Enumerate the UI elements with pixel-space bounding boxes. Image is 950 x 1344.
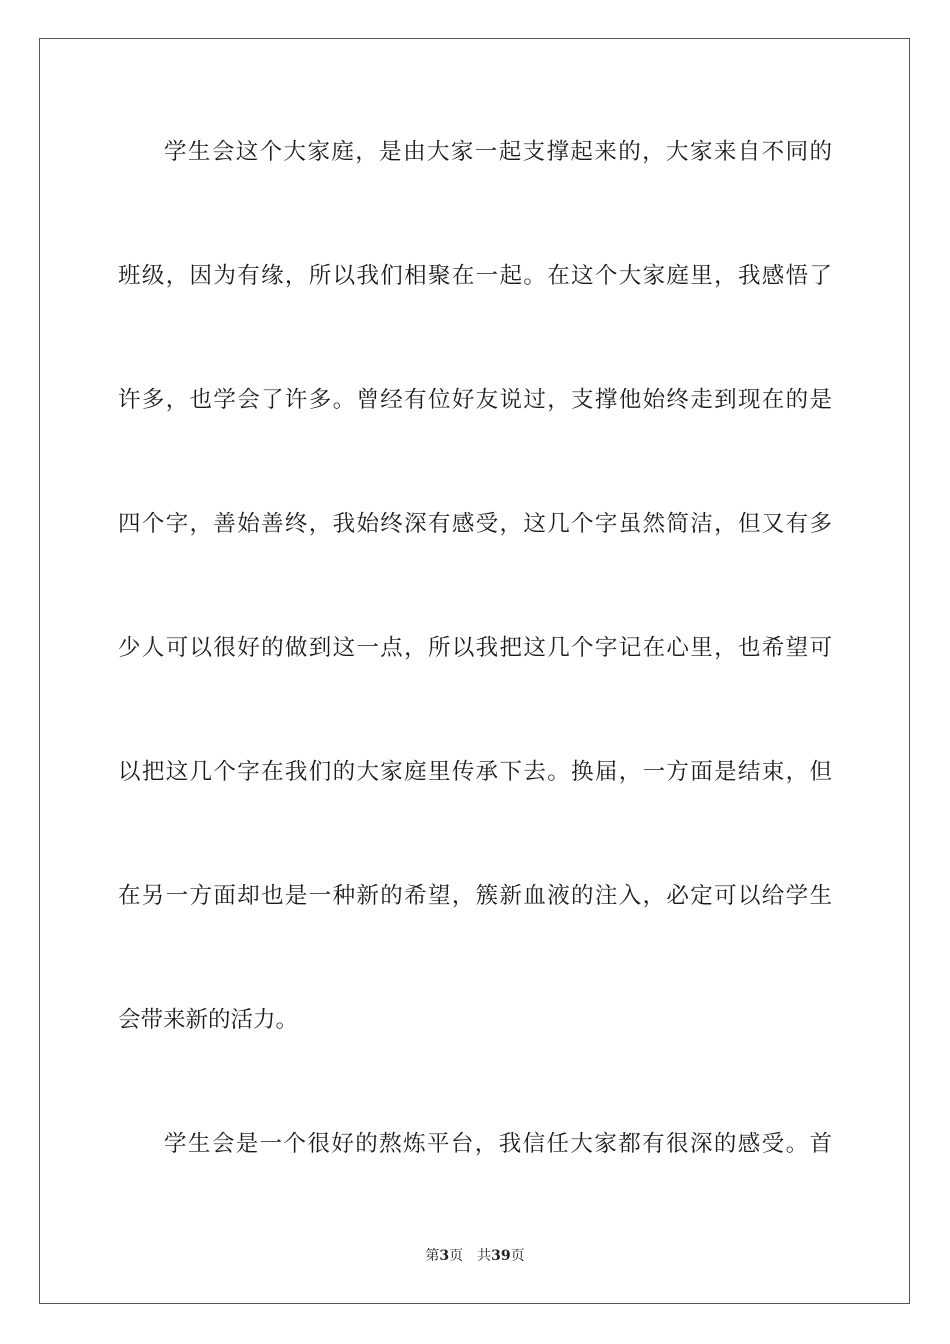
paragraph-1-line-3: 许多，也学会了许多。曾经有位好友说过，支撑他始终走到现在的是 [118,387,832,413]
page-suffix: 页 [449,1248,464,1264]
page-number: 3 [439,1248,450,1264]
paragraph-1-line-7: 在另一方面却也是一种新的希望，簇新血液的注入，必定可以给学生 [118,883,832,909]
paragraph-1-line-8: 会带来新的活力。 [118,1007,299,1033]
paragraph-1-line-1: 学生会这个大家庭，是由大家一起支撑起来的，大家来自不同的 [164,139,832,165]
total-suffix: 页 [510,1248,525,1264]
paragraph-1-line-6: 以把这几个字在我们的大家庭里传承下去。换届，一方面是结束，但 [118,759,832,785]
page-footer [0,1246,950,1266]
paragraph-1-line-2: 班级，因为有缘，所以我们相聚在一起。在这个大家庭里，我感悟了 [118,263,832,289]
page-prefix: 第 [425,1248,440,1264]
paragraph-1-line-5: 少人可以很好的做到这一点，所以我把这几个字记在心里，也希望可 [118,635,832,661]
total-pages: 39 [491,1248,511,1264]
page-frame [39,38,910,1304]
paragraph-2-line-1: 学生会是一个很好的熬炼平台，我信任大家都有很深的感受。首 [164,1131,832,1157]
total-prefix: 共 [477,1248,492,1264]
paragraph-1-line-4: 四个字，善始善终，我始终深有感受，这几个字虽然简洁，但又有多 [118,511,832,537]
